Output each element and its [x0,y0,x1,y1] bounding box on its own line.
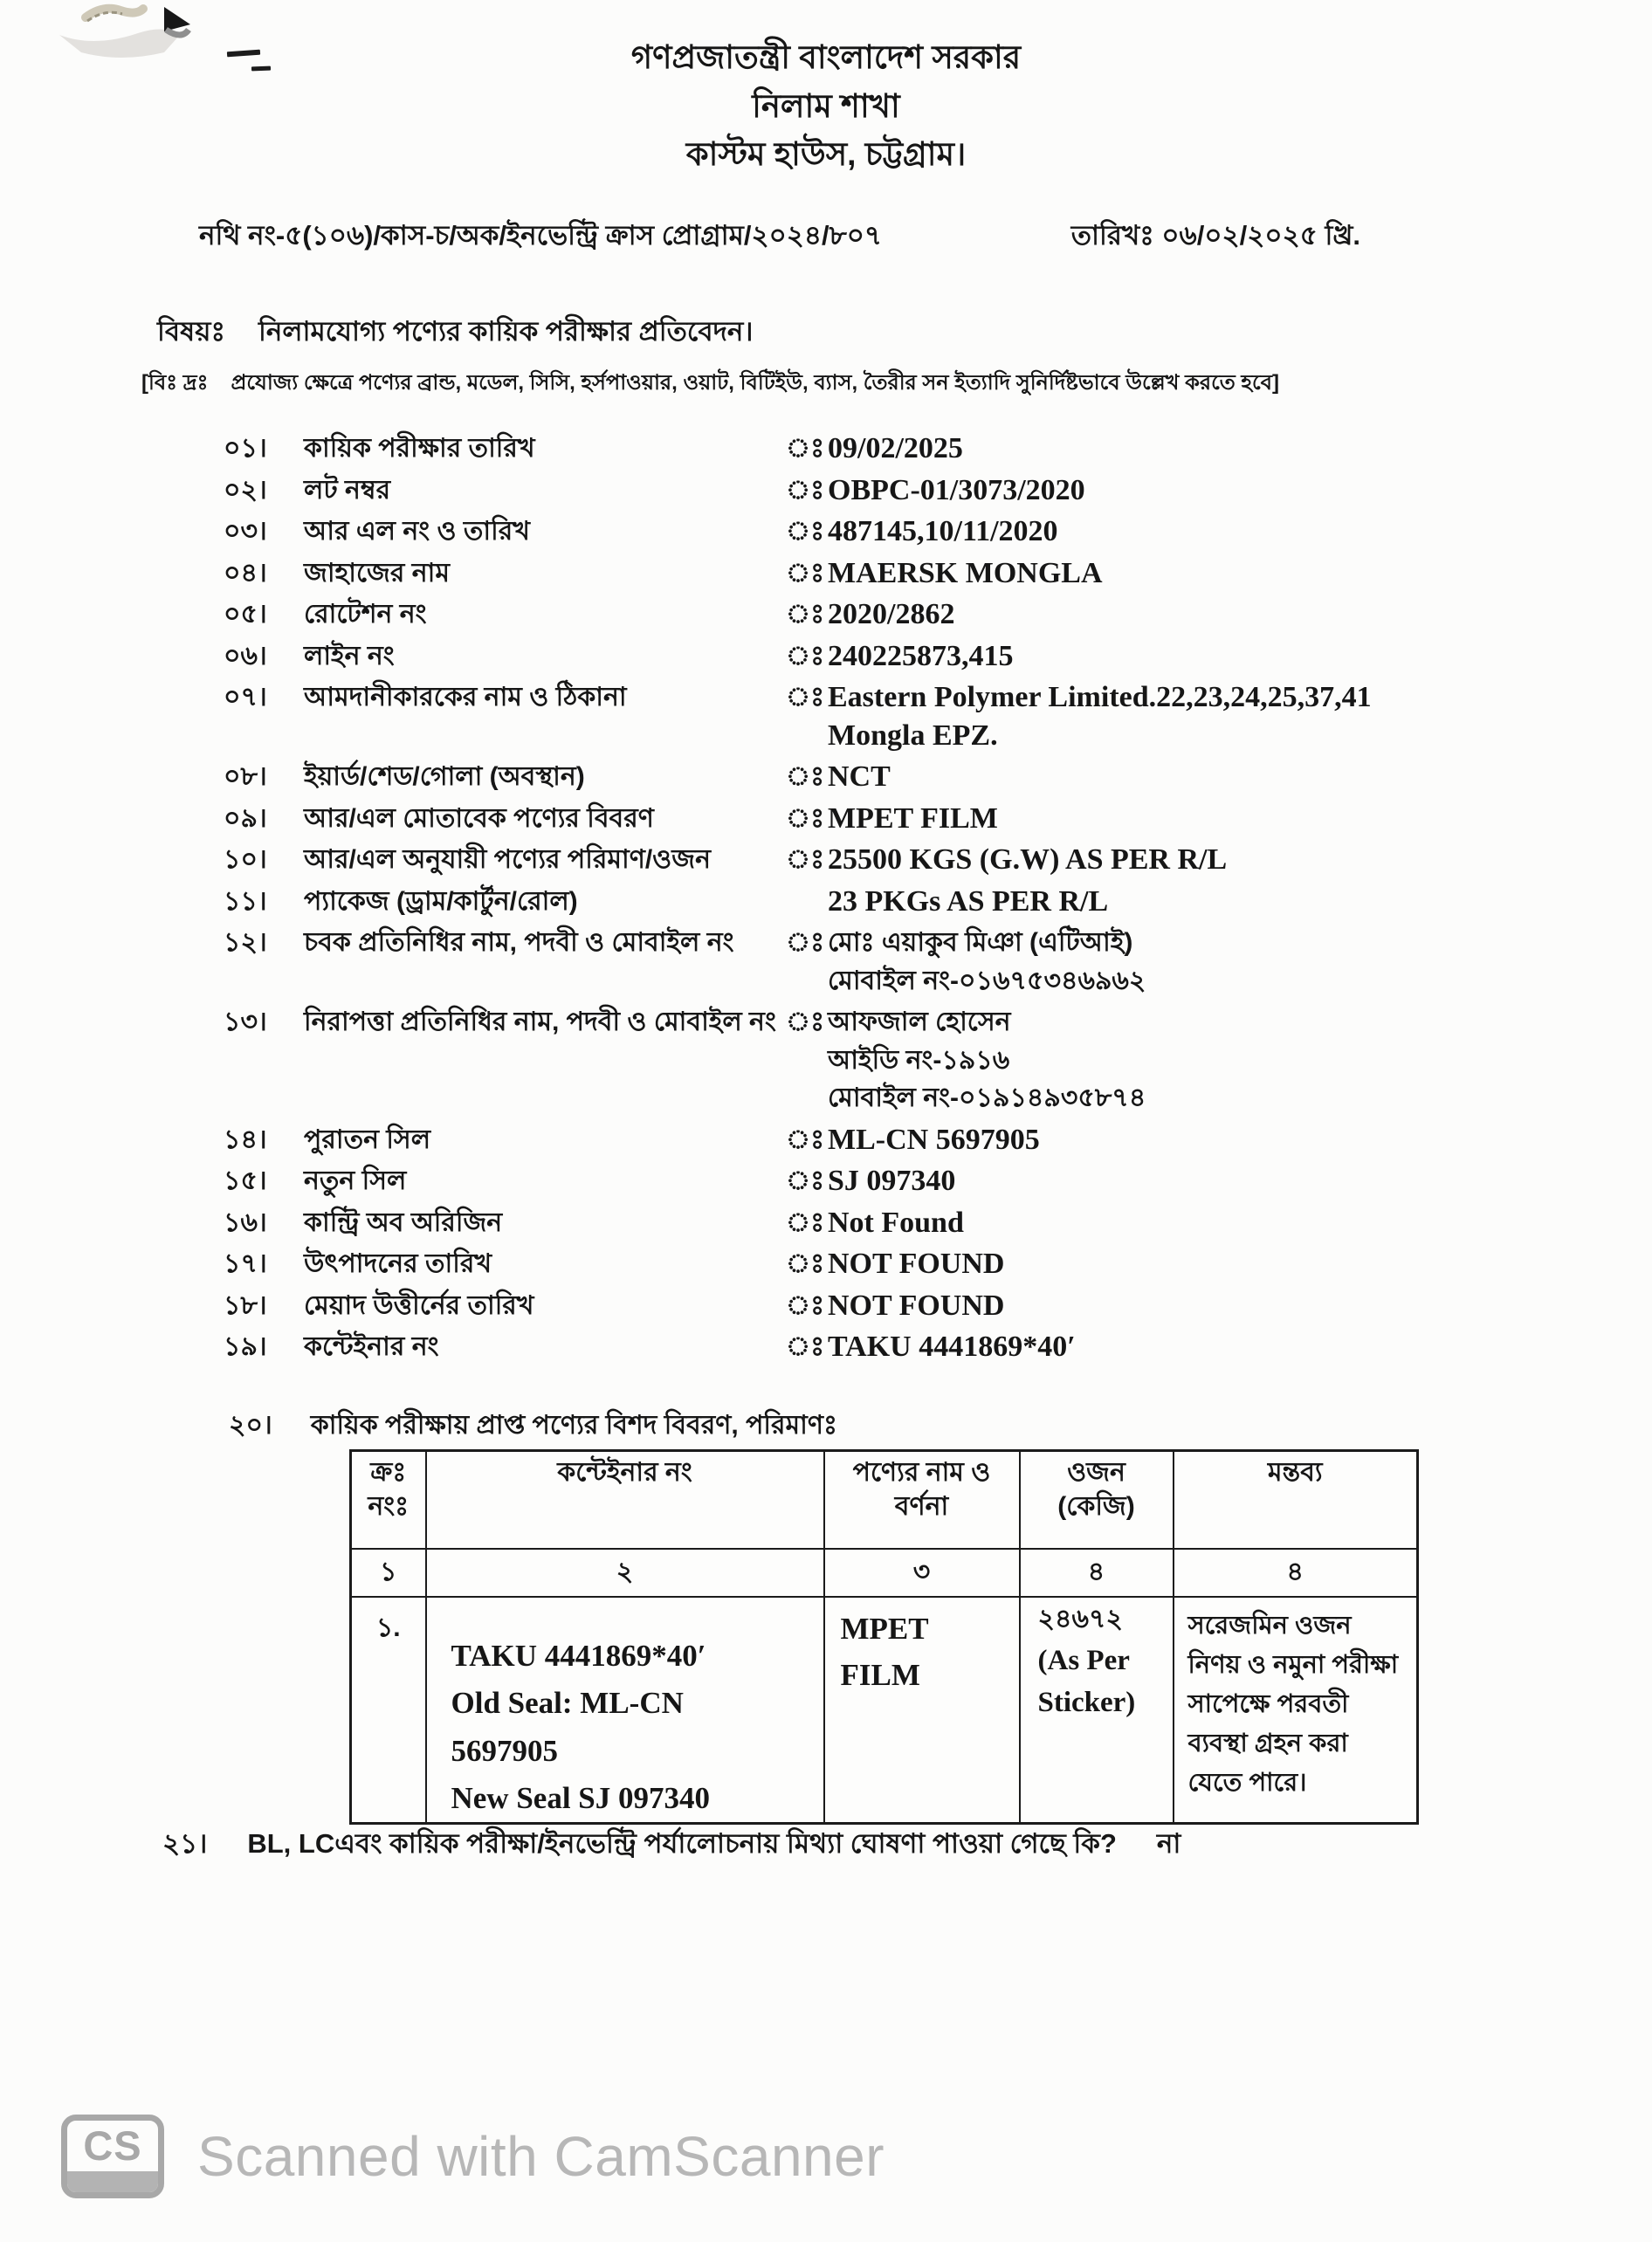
item-colon: ঃ [786,475,825,505]
container-line: 5697905 [451,1733,558,1768]
item-label: কায়িক পরীক্ষার তারিখ [304,434,535,463]
list-item [224,471,1446,510]
item-number: ১৪। [224,1124,267,1154]
weight-line: Sticker) [1037,1686,1136,1718]
item-colon: ঃ [786,845,825,875]
container-line: TAKU 4441869*40′ [451,1639,706,1673]
table-colnumber-cell: ১ [351,1549,426,1597]
table-header-cell: পণ্যের নাম ও বর্ণনা [824,1451,1020,1550]
section-20-number: ২০। [229,1411,272,1440]
note-row [141,367,1556,402]
item-value-line: MPET FILM [828,801,998,835]
item-value [828,841,1446,879]
item-value [828,800,1446,838]
item-value-line: Mongla EPZ. [828,719,998,752]
item-number: ০৬। [224,641,267,671]
item-number: ০৯। [224,803,267,833]
item-label: জাহাজের নাম [304,558,450,588]
item-value-line: 240225873,415 [828,639,1014,672]
list-item [224,1162,1446,1200]
item-colon: ঃ [786,641,825,671]
branch-name: নিলাম শাখা [752,87,900,124]
item-colon: ঃ [786,1207,825,1237]
list-item [224,1121,1446,1159]
item-value [828,1162,1446,1200]
list-item [224,800,1446,838]
item-colon: ঃ [786,683,825,712]
item-number: ১৮। [224,1290,267,1320]
item-colon: ঃ [786,803,825,833]
item-value-line: 25500 KGS (G.W) AS PER R/L [828,843,1228,877]
note-label: [বিঃ দ্রঃ [141,371,209,395]
item-label: আর এল নং ও তারিখ [304,517,530,547]
list-item [224,512,1446,551]
weight-line: (As Per [1037,1645,1130,1676]
item-value [828,1328,1446,1366]
item-label: নতুন সিল [304,1166,407,1196]
item-colon: ঃ [786,1249,825,1279]
item-value [828,1287,1446,1325]
goods-table [349,1449,1419,1825]
item-value-line: NOT FOUND [828,1248,1005,1281]
list-item [224,430,1446,468]
item-value-line: SJ 097340 [828,1165,956,1198]
question-21-text: BL, LCএবং কায়িক পরীক্ষা/ইনভেন্ট্রি পর্যালোচনায় মিথ্যা ঘোষণা পাওয়া গেছে কি? [247,1828,1117,1859]
table-header-cell: কন্টেইনার নং [426,1451,824,1550]
camscanner-logo-letters: CS [83,2122,142,2169]
note-text: প্রযোজ্য ক্ষেত্রে পণ্যের ব্রান্ড, মডেল, সিসি, হর্সপাওয়ার, ওয়াট, বিটিইউ, ব্যাস, তৈরীর সন ইত্যাদি সুনির্দিষ্টভাবে উল্লেখ করতে হবে] [231,371,1280,395]
item-value-line: NOT FOUND [828,1289,1005,1322]
question-21-answer: না [1156,1828,1181,1859]
question-21 [162,1823,1559,1868]
item-value [828,1003,1446,1118]
item-label: উৎপাদনের তারিখ [304,1249,492,1279]
table-header-row [351,1451,1418,1550]
item-label: পুরাতন সিল [304,1124,431,1154]
item-number: ১৫। [224,1166,267,1196]
item-colon: ঃ [786,928,825,958]
item-number: ১৯। [224,1332,267,1362]
camscanner-logo-band [67,2171,158,2192]
item-value-line: 09/02/2025 [828,432,963,464]
list-item [224,1328,1446,1366]
list-item [224,1287,1446,1325]
list-item [224,758,1446,796]
item-value-line: আফজাল হোসেন [828,1008,1011,1037]
item-value-line: 487145,10/11/2020 [828,515,1058,548]
table-data-row [351,1597,1418,1824]
item-number: ০৩। [224,517,267,547]
item-label: চবক প্রতিনিধির নাম, পদবী ও মোবাইল নং [304,928,734,958]
table-colnumber-cell: ২ [426,1549,824,1597]
table-colnumber-cell: ৩ [824,1549,1020,1597]
camscanner-watermark [61,2115,885,2198]
container-line: Old Seal: ML-CN [451,1686,684,1721]
item-value [828,924,1446,1000]
item-colon: ঃ [786,1124,825,1154]
cell-serial: ১. [351,1597,426,1824]
item-label: কান্ট্রি অব অরিজিন [304,1207,503,1237]
item-value-line: ML-CN 5697905 [828,1123,1040,1156]
camscanner-text: Scanned with CamScanner [197,2125,885,2188]
item-value [828,758,1446,796]
item-number: ১২। [224,928,267,958]
item-number: ০২। [224,475,267,505]
item-value-line: মোঃ এয়াকুব মিঞা (এটিআই) [828,928,1133,958]
item-value-line: 23 PKGs AS PER R/L [828,884,1109,918]
list-item [224,924,1446,1000]
item-value-line: Eastern Polymer Limited.22,23,24,25,37,41 [828,681,1372,714]
section-20-title: কায়িক পরীক্ষায় প্রাপ্ত পণ্যের বিশদ বিবরণ, পরিমাণঃ [310,1411,838,1440]
item-value-line: 2020/2862 [828,598,955,631]
table-colnumber-cell: ৪ [1174,1549,1418,1597]
camscanner-logo-icon [61,2115,164,2198]
item-label: আর/এল অনুযায়ী পণ্যের পরিমাণ/ওজন [304,845,712,875]
item-number: ০১। [224,434,267,463]
subject-label: বিষয়ঃ [157,316,226,347]
item-number: ০৭। [224,683,267,712]
cell-container-no [426,1597,824,1824]
item-label: নিরাপত্তা প্রতিনিধির নাম, পদবী ও মোবাইল নং [304,1008,776,1037]
item-number: ১০। [224,845,267,875]
item-value-line: MAERSK MONGLA [828,556,1103,589]
item-colon: ঃ [786,762,825,792]
item-colon: ঃ [786,517,825,547]
item-number: ০৪। [224,558,267,588]
weight-line: ২৪৬৭২ [1037,1605,1123,1633]
item-value [828,637,1446,676]
item-label: প্যাকেজ (ড্রাম/কার্টুন/রোল) [304,886,578,916]
container-line: New Seal SJ 097340 [451,1780,711,1815]
item-value [828,430,1446,468]
cell-weight [1020,1597,1174,1824]
item-number: ০৫। [224,600,267,629]
list-item [224,1204,1446,1242]
list-item [224,1245,1446,1283]
question-21-number: ২১। [162,1828,208,1859]
list-item [224,554,1446,593]
item-value-line: OBPC-01/3073/2020 [828,473,1085,506]
item-value-line: Not Found [828,1206,964,1239]
item-value-line: মোবাইল নং-০১৬৭৫৩৪৬৯৬২ [828,966,1146,995]
item-value [828,595,1446,634]
reference-row [199,215,1360,260]
item-label: মেয়াদ উত্তীর্নের তারিখ [304,1290,534,1320]
item-colon [786,883,828,921]
subject-row [157,311,754,356]
goods-table-wrap [349,1449,1419,1825]
item-label: লট নম্বর [304,475,391,505]
list-item [224,883,1446,921]
item-value [828,1245,1446,1283]
cell-remarks: সরেজমিন ওজন নিণয় ও নমুনা পরীক্ষা সাপেক্ষে পরবতী ব্যবস্থা গ্রহন করা যেতে পারে। [1174,1597,1418,1824]
file-number: নথি নং-৫(১০৬)/কাস-চ/অক/ইনভেন্ট্রি ক্রাস প্রোগ্রাম/২০২৪/৮০৭ [199,220,883,251]
item-colon: ঃ [786,434,825,463]
item-colon: ঃ [786,1332,825,1362]
government-title: গণপ্রজাতন্ত্রী বাংলাদেশ সরকার [630,39,1022,75]
item-value [828,678,1446,754]
table-header-cell: ওজন (কেজি) [1020,1451,1174,1550]
item-value-line: NCT [828,760,891,794]
list-item [224,678,1446,754]
item-number: ১৩। [224,1008,267,1037]
table-header-cell: ক্রঃ নংঃ [351,1451,426,1550]
item-colon: ঃ [786,1008,825,1037]
list-item [224,841,1446,879]
list-item [224,1003,1446,1118]
item-value [828,1121,1446,1159]
item-label: রোটেশন নং [304,600,427,629]
item-value [828,1204,1446,1242]
item-value [828,512,1446,551]
numbered-item-list [224,430,1446,1370]
document-date: তারিখঃ ০৬/০২/২০২৫ খ্রি. [1070,220,1360,251]
list-item [224,595,1446,634]
product-line: MPET [840,1612,929,1646]
office-name: কাস্টম হাউস, চট্টগ্রাম। [685,136,967,172]
item-value-line: মোবাইল নং-০১৯১৪৯৩৫৮৭৪ [828,1083,1146,1113]
item-number: ০৮। [224,762,267,792]
product-line: FILM [840,1657,920,1692]
item-label: ইয়ার্ড/শেড/গোলা (অবস্থান) [304,762,585,792]
item-value-line: TAKU 4441869*40′ [828,1331,1076,1364]
item-number: ১১। [224,886,267,916]
item-colon: ঃ [786,1166,825,1196]
list-item [224,637,1446,676]
item-colon: ঃ [786,600,825,629]
cell-product-name [824,1597,1020,1824]
item-value-line: আইডি নং-১৯১৬ [828,1045,1010,1075]
item-value [828,554,1446,593]
table-colnumber-cell: ৪ [1020,1549,1174,1597]
item-value [828,883,1446,921]
subject-text: নিলামযোগ্য পণ্যের কায়িক পরীক্ষার প্রতিবেদন। [258,316,754,347]
table-colnumber-row [351,1549,1418,1597]
item-number: ১৭। [224,1249,267,1279]
item-label: কন্টেইনার নং [304,1332,439,1362]
section-20-heading [229,1404,837,1448]
item-colon: ঃ [786,1290,825,1320]
table-header-cell: মন্তব্য [1174,1451,1418,1550]
item-label: লাইন নং [304,641,395,671]
item-colon: ঃ [786,558,825,588]
item-label: আর/এল মোতাবেক পণ্যের বিবরণ [304,803,654,833]
item-value [828,471,1446,510]
item-number: ১৬। [224,1207,267,1237]
item-label: আমদানীকারকের নাম ও ঠিকানা [304,683,627,712]
letterhead [0,33,1652,179]
